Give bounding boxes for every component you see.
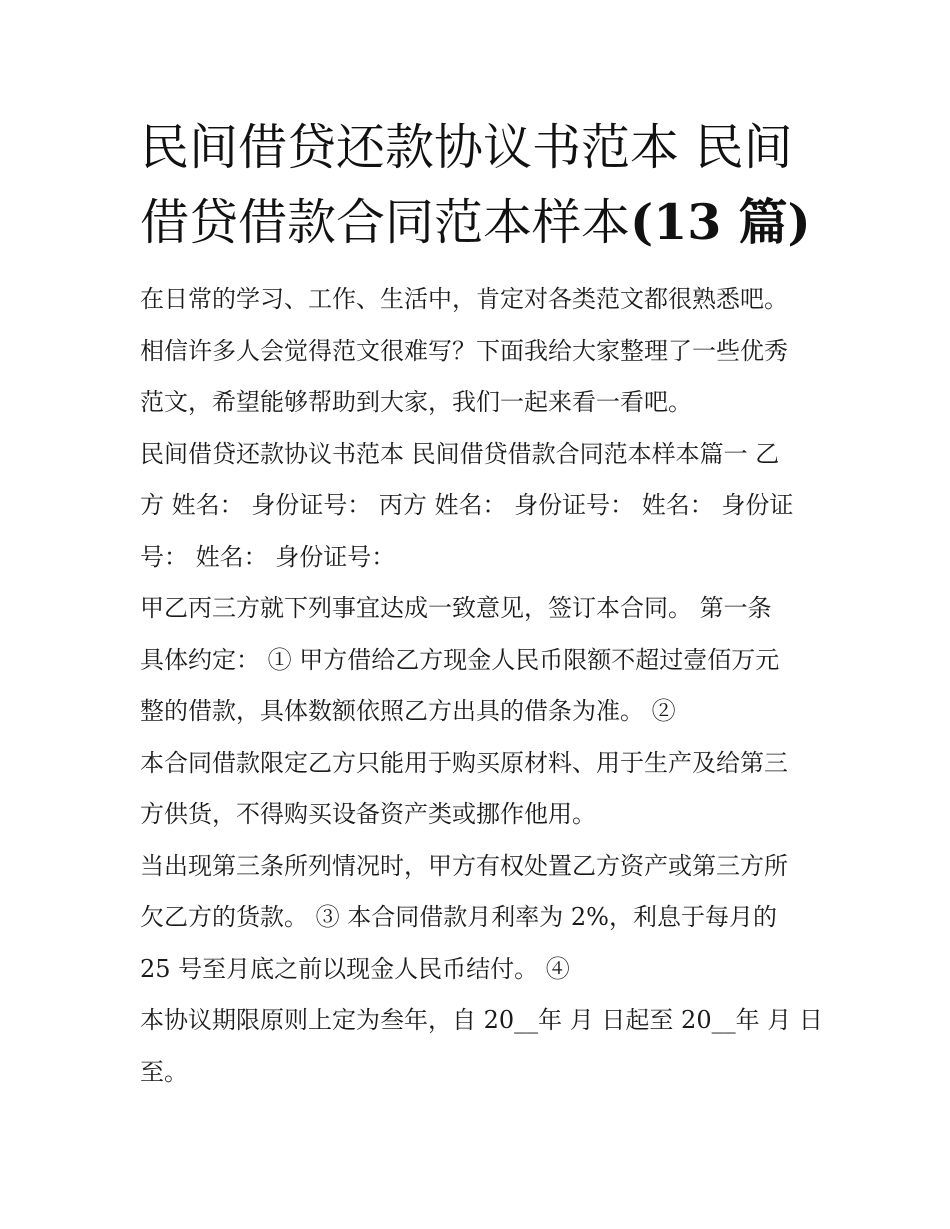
title-line-2: [140, 185, 815, 260]
title-line-2-text: 借贷借款合同范本样本: [140, 194, 631, 251]
paragraph-line: 具体约定： ① 甲方借给乙方现金人民币限额不超过壹佰万元: [140, 645, 780, 674]
document-body: [140, 110, 823, 1098]
intro-paragraph: [140, 274, 815, 429]
paragraph-line: 方供货，不得购买设备资产类或挪作他用。: [140, 800, 596, 828]
interest-paragraph: [140, 841, 815, 996]
title-line-1: 民间借贷还款协议书范本 民间: [140, 119, 793, 176]
paragraph-line: 25 号至月底之前以现金人民币结付。 ④: [140, 954, 570, 983]
paragraph-line: 当出现第三条所列情况时，甲方有权处置乙方资产或第三方所: [140, 851, 788, 880]
paragraph-line: 欠乙方的货款。 ③ 本合同借款月利率为 2%，利息于每月的: [140, 903, 777, 931]
paragraph-line: 本协议期限原则上定为叁年，自 20__年 月 日起至 20__年 月 日: [140, 1006, 823, 1034]
paragraph-line: 号： 姓名： 身份证号：: [140, 542, 396, 571]
document-title: [140, 110, 815, 260]
title-count: (13 篇): [630, 193, 811, 251]
paragraph-line: 方 姓名： 身份证号： 丙方 姓名： 身份证号： 姓名： 身份证: [140, 491, 794, 519]
agreement-paragraph: [140, 583, 815, 738]
term-paragraph: [140, 995, 823, 1098]
paragraph-line: 整的借款，具体数额依照乙方出具的借条为准。 ②: [140, 697, 676, 725]
parties-paragraph: [140, 429, 815, 584]
paragraph-line: 相信许多人会觉得范文很难写？下面我给大家整理了一些优秀: [140, 336, 788, 365]
paragraph-line: 至。: [140, 1057, 188, 1086]
usage-paragraph: [140, 738, 815, 841]
paragraph-line: 甲乙丙三方就下列事宜达成一致意见，签订本合同。 第一条: [140, 594, 772, 622]
paragraph-line: 本合同借款限定乙方只能用于购买原材料、用于生产及给第三: [140, 748, 788, 777]
paragraph-line: 在日常的学习、工作、生活中，肯定对各类范文都很熟悉吧。: [140, 285, 788, 313]
paragraph-line: 民间借贷还款协议书范本 民间借贷借款合同范本样本篇一 乙: [140, 439, 780, 468]
paragraph-line: 范文，希望能够帮助到大家，我们一起来看一看吧。: [140, 388, 692, 416]
